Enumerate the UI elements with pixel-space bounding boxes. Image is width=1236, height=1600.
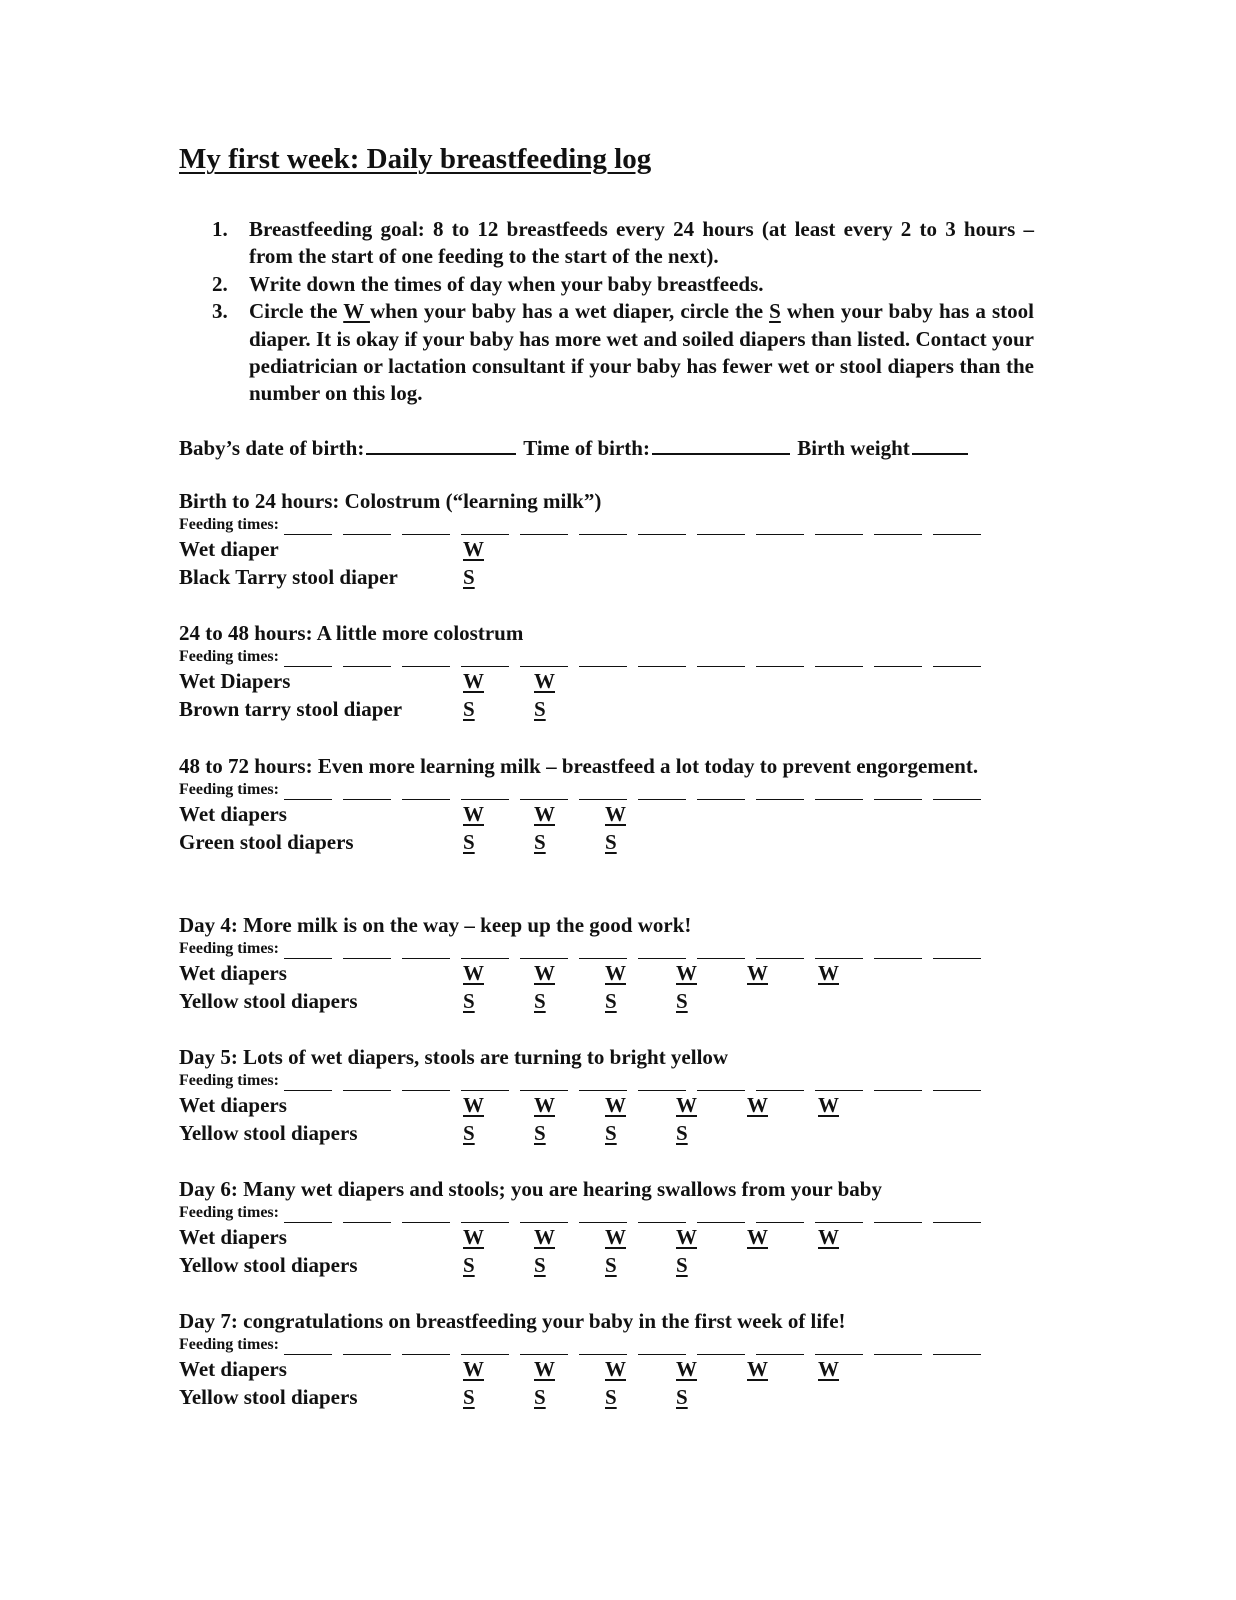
wet-mark[interactable] (534, 800, 605, 828)
stool-mark-text: S (463, 989, 475, 1013)
feeding-time-field[interactable] (579, 1208, 627, 1223)
feeding-time-field[interactable] (638, 785, 686, 800)
wet-mark-text: W (463, 961, 484, 985)
day-section (179, 488, 1034, 591)
wet-mark[interactable] (463, 1091, 534, 1119)
wet-mark[interactable] (534, 1355, 605, 1383)
day-section (179, 1308, 1034, 1411)
stool-mark-text: S (605, 830, 617, 854)
stool-mark-text: S (605, 1121, 617, 1145)
feeding-times-row (179, 1335, 1034, 1355)
stool-diaper-label: Black Tarry stool diaper (179, 565, 398, 589)
wet-mark-text: W (534, 1357, 555, 1381)
stool-mark[interactable] (605, 987, 676, 1015)
feeding-time-field[interactable] (402, 1208, 450, 1223)
feeding-time-field[interactable] (756, 1076, 804, 1091)
feeding-time-field[interactable] (874, 785, 922, 800)
wet-mark[interactable] (605, 1091, 676, 1119)
feeding-time-field[interactable] (520, 785, 568, 800)
wet-mark-text: W (534, 1093, 555, 1117)
day-section (179, 912, 1034, 1015)
wet-mark-text: W (605, 1093, 626, 1117)
wet-diaper-row (179, 959, 1034, 987)
instruction-text-part: when your baby has a stool diaper. It is okay if your baby has more wet and soiled diapers than listed. Contact your pediatrician or lactation consultant if your baby has fewer wet or stool diapers than the number on this log. (249, 299, 1034, 406)
feeding-time-field[interactable] (933, 1076, 981, 1091)
stool-mark-text: S (534, 830, 546, 854)
wet-mark[interactable] (818, 1355, 889, 1383)
feeding-time-field[interactable] (697, 520, 745, 535)
stool-mark-text: S (605, 1253, 617, 1277)
wet-diaper-row (179, 1355, 1034, 1383)
feeding-time-field[interactable] (343, 1340, 391, 1355)
birth-info-line (179, 435, 970, 461)
stool-mark-text: S (463, 1253, 475, 1277)
birth-weight-field[interactable] (912, 435, 968, 455)
feeding-time-field[interactable] (520, 520, 568, 535)
feeding-time-field[interactable] (461, 1076, 509, 1091)
time-of-birth-field[interactable] (652, 435, 790, 455)
feeding-time-field[interactable] (402, 1076, 450, 1091)
wet-mark[interactable] (747, 1091, 818, 1119)
feeding-time-field[interactable] (284, 944, 332, 959)
feeding-time-field[interactable] (815, 944, 863, 959)
feeding-time-field[interactable] (933, 520, 981, 535)
stool-mark-text: S (534, 1253, 546, 1277)
feeding-time-field[interactable] (579, 944, 627, 959)
feeding-time-field[interactable] (461, 1340, 509, 1355)
feeding-time-field[interactable] (874, 1076, 922, 1091)
feeding-time-field[interactable] (756, 944, 804, 959)
feeding-time-field[interactable] (697, 1208, 745, 1223)
feeding-times-label: Feeding times: (179, 648, 279, 665)
wet-mark-text: W (747, 961, 768, 985)
wet-mark[interactable] (747, 1223, 818, 1251)
wet-mark-text: W (534, 1225, 555, 1249)
time-of-birth-label: Time of birth: (523, 436, 650, 460)
feeding-times-row (179, 1203, 1034, 1223)
stool-mark[interactable] (605, 828, 676, 856)
feeding-time-field[interactable] (933, 944, 981, 959)
wet-mark-text: W (818, 1357, 839, 1381)
section-title: Day 7: congratulations on breastfeeding your baby in the first week of life! (179, 1309, 846, 1333)
feeding-time-field[interactable] (343, 944, 391, 959)
wet-mark-text: W (463, 537, 484, 561)
wet-mark-text: W (818, 961, 839, 985)
feeding-time-field[interactable] (343, 785, 391, 800)
feeding-time-field[interactable] (756, 1340, 804, 1355)
wet-mark-text: W (534, 669, 555, 693)
stool-diaper-label: Yellow stool diapers (179, 1121, 358, 1145)
feeding-time-field[interactable] (697, 944, 745, 959)
wet-mark-text: W (463, 1093, 484, 1117)
stool-diaper-row (179, 563, 1034, 591)
feeding-time-field[interactable] (756, 785, 804, 800)
wet-diaper-row (179, 667, 1034, 695)
wet-mark-text: W (676, 1357, 697, 1381)
feeding-time-field[interactable] (933, 1340, 981, 1355)
stool-mark-text: S (534, 989, 546, 1013)
instruction-number: 2. (212, 271, 228, 296)
feeding-time-field[interactable] (756, 520, 804, 535)
stool-diaper-row (179, 987, 1034, 1015)
feeding-time-field[interactable] (874, 1208, 922, 1223)
feeding-time-field[interactable] (638, 1340, 686, 1355)
feeding-time-field[interactable] (815, 785, 863, 800)
feeding-time-field[interactable] (402, 944, 450, 959)
wet-diaper-label: Wet diaper (179, 537, 279, 561)
day-section (179, 753, 1034, 856)
wet-mark-text: W (605, 961, 626, 985)
feeding-time-field[interactable] (756, 652, 804, 667)
feeding-times-row (179, 780, 1034, 800)
feeding-time-field[interactable] (343, 1208, 391, 1223)
instructions-list (212, 216, 1034, 408)
feeding-times-row (179, 647, 1034, 667)
instruction-text: Write down the times of day when your baby breastfeeds. (249, 271, 764, 296)
feeding-time-field[interactable] (815, 1208, 863, 1223)
wet-mark[interactable] (463, 535, 534, 563)
wet-diaper-label: Wet diapers (179, 1357, 287, 1381)
feeding-times-label: Feeding times: (179, 516, 279, 533)
feeding-times-label: Feeding times: (179, 940, 279, 957)
wet-diaper-row (179, 1091, 1034, 1119)
wet-mark[interactable] (818, 1223, 889, 1251)
feeding-time-field[interactable] (697, 785, 745, 800)
wet-diaper-label: Wet diapers (179, 802, 287, 826)
section-title: Day 6: Many wet diapers and stools; you are hearing swallows from your baby (179, 1177, 882, 1201)
feeding-time-field[interactable] (874, 652, 922, 667)
stool-mark-text: S (463, 565, 475, 589)
feeding-time-field[interactable] (638, 652, 686, 667)
feeding-time-field[interactable] (638, 1076, 686, 1091)
feeding-time-field[interactable] (284, 520, 332, 535)
stool-mark-text: S (463, 697, 475, 721)
wet-diaper-row (179, 800, 1034, 828)
feeding-time-field[interactable] (402, 520, 450, 535)
feeding-time-field[interactable] (402, 785, 450, 800)
feeding-times-label: Feeding times: (179, 1204, 279, 1221)
instruction-item (212, 216, 1034, 271)
wet-mark[interactable] (676, 1091, 747, 1119)
feeding-times-label: Feeding times: (179, 1336, 279, 1353)
dob-field[interactable] (366, 435, 516, 455)
stool-mark[interactable] (534, 1251, 605, 1279)
birth-weight-label: Birth weight (797, 436, 910, 460)
feeding-time-field[interactable] (874, 944, 922, 959)
feeding-time-field[interactable] (461, 944, 509, 959)
page-title: My first week: Daily breastfeeding log (179, 143, 652, 175)
stool-mark-text: S (676, 1253, 688, 1277)
wet-mark[interactable] (534, 1223, 605, 1251)
feeding-time-field[interactable] (874, 1340, 922, 1355)
stool-mark[interactable] (676, 1119, 747, 1147)
feeding-time-field[interactable] (284, 652, 332, 667)
instruction-text (249, 298, 1034, 408)
feeding-time-field[interactable] (756, 1208, 804, 1223)
wet-mark-text: W (605, 1225, 626, 1249)
wet-mark-text: W (747, 1225, 768, 1249)
dob-label: Baby’s date of birth: (179, 436, 365, 460)
feeding-time-field[interactable] (284, 1340, 332, 1355)
wet-mark[interactable] (676, 959, 747, 987)
section-title: Day 4: More milk is on the way – keep up the good work! (179, 913, 692, 937)
feeding-time-field[interactable] (284, 1076, 332, 1091)
wet-mark[interactable] (818, 1091, 889, 1119)
wet-mark[interactable] (747, 1355, 818, 1383)
wet-diaper-label: Wet Diapers (179, 669, 291, 693)
wet-mark[interactable] (463, 667, 534, 695)
stool-mark[interactable] (534, 1119, 605, 1147)
feeding-time-field[interactable] (520, 1208, 568, 1223)
stool-diaper-label: Brown tarry stool diaper (179, 697, 403, 721)
instruction-number: 1. (212, 217, 228, 241)
stool-mark[interactable] (534, 1383, 605, 1411)
section-title: Birth to 24 hours: Colostrum (“learning milk”) (179, 489, 602, 513)
feeding-time-field[interactable] (874, 520, 922, 535)
instruction-text: Breastfeeding goal: 8 to 12 breastfeeds every 24 hours (at least every 2 to 3 hours – from the start of one feeding to the start of the next). (249, 217, 1034, 269)
feeding-time-field[interactable] (638, 944, 686, 959)
instruction-text-part: Circle the (249, 299, 344, 324)
feeding-time-field[interactable] (697, 1076, 745, 1091)
day-section (179, 1176, 1034, 1279)
wet-mark[interactable] (605, 1223, 676, 1251)
stool-mark[interactable] (676, 1383, 747, 1411)
stool-mark-text: S (676, 1385, 688, 1409)
feeding-time-field[interactable] (933, 652, 981, 667)
feeding-time-field[interactable] (461, 652, 509, 667)
stool-mark-text: S (463, 830, 475, 854)
stool-diaper-row (179, 828, 1034, 856)
stool-diaper-row (179, 1119, 1034, 1147)
instruction-number: 3. (212, 299, 228, 324)
stool-mark[interactable] (605, 1383, 676, 1411)
section-title: 24 to 48 hours: A little more colostrum (179, 621, 524, 645)
feeding-time-field[interactable] (579, 652, 627, 667)
wet-mark[interactable] (747, 959, 818, 987)
wet-mark[interactable] (463, 1223, 534, 1251)
feeding-time-field[interactable] (343, 1076, 391, 1091)
stool-mark[interactable] (676, 987, 747, 1015)
wet-mark-text: W (818, 1093, 839, 1117)
feeding-time-field[interactable] (520, 1076, 568, 1091)
stool-mark[interactable] (463, 1251, 534, 1279)
wet-diaper-row (179, 1223, 1034, 1251)
stool-mark-text: S (534, 1121, 546, 1145)
wet-mark-text: W (605, 802, 626, 826)
stool-mark[interactable] (534, 987, 605, 1015)
feeding-time-field[interactable] (815, 520, 863, 535)
wet-mark-example: W (343, 299, 370, 324)
stool-mark-example: S (769, 299, 781, 324)
wet-mark[interactable] (676, 1223, 747, 1251)
wet-mark[interactable] (534, 667, 605, 695)
feeding-time-field[interactable] (461, 520, 509, 535)
stool-diaper-label: Yellow stool diapers (179, 1385, 358, 1409)
feeding-time-field[interactable] (402, 1340, 450, 1355)
feeding-times-row (179, 515, 1034, 535)
stool-mark[interactable] (676, 1251, 747, 1279)
stool-mark[interactable] (534, 695, 605, 723)
stool-mark-text: S (463, 1385, 475, 1409)
feeding-time-field[interactable] (461, 785, 509, 800)
day-section (179, 620, 1034, 723)
wet-diaper-label: Wet diapers (179, 1225, 287, 1249)
wet-mark-text: W (747, 1357, 768, 1381)
wet-mark-text: W (463, 1357, 484, 1381)
wet-mark[interactable] (463, 959, 534, 987)
feeding-time-field[interactable] (343, 652, 391, 667)
feeding-time-field[interactable] (461, 1208, 509, 1223)
stool-mark[interactable] (605, 1119, 676, 1147)
feeding-time-field[interactable] (579, 1340, 627, 1355)
feeding-time-field[interactable] (520, 944, 568, 959)
wet-mark-text: W (676, 961, 697, 985)
instruction-item (212, 271, 1034, 298)
stool-mark[interactable] (463, 1119, 534, 1147)
feeding-time-field[interactable] (933, 1208, 981, 1223)
wet-diaper-row (179, 535, 1034, 563)
stool-mark-text: S (676, 1121, 688, 1145)
stool-diaper-row (179, 695, 1034, 723)
stool-mark-text: S (463, 1121, 475, 1145)
feeding-time-field[interactable] (402, 652, 450, 667)
stool-diaper-row (179, 1251, 1034, 1279)
wet-mark[interactable] (676, 1355, 747, 1383)
wet-mark-text: W (463, 802, 484, 826)
feeding-time-field[interactable] (933, 785, 981, 800)
wet-mark[interactable] (463, 1355, 534, 1383)
instruction-text-part: when your baby has a wet diaper, circle the (369, 299, 770, 324)
stool-mark[interactable] (463, 1383, 534, 1411)
stool-diaper-label: Green stool diapers (179, 830, 354, 854)
wet-mark-text: W (676, 1093, 697, 1117)
wet-mark-text: W (463, 1225, 484, 1249)
stool-mark[interactable] (463, 563, 534, 591)
stool-mark[interactable] (463, 695, 534, 723)
day-section (179, 1044, 1034, 1147)
instruction-item (212, 298, 1034, 408)
feeding-time-field[interactable] (697, 652, 745, 667)
feeding-time-field[interactable] (579, 520, 627, 535)
wet-mark-text: W (463, 669, 484, 693)
stool-mark[interactable] (463, 987, 534, 1015)
feeding-time-field[interactable] (520, 652, 568, 667)
feeding-times-row (179, 939, 1034, 959)
section-title: Day 5: Lots of wet diapers, stools are turning to bright yellow (179, 1045, 729, 1069)
wet-mark-text: W (747, 1093, 768, 1117)
feeding-times-row (179, 1071, 1034, 1091)
feeding-time-field[interactable] (343, 520, 391, 535)
stool-mark[interactable] (534, 828, 605, 856)
wet-mark[interactable] (605, 800, 676, 828)
wet-mark-text: W (818, 1225, 839, 1249)
stool-mark[interactable] (463, 828, 534, 856)
feeding-time-field[interactable] (579, 1076, 627, 1091)
stool-mark-text: S (676, 989, 688, 1013)
stool-mark[interactable] (605, 1251, 676, 1279)
stool-mark-text: S (605, 1385, 617, 1409)
wet-mark[interactable] (534, 959, 605, 987)
feeding-time-field[interactable] (815, 652, 863, 667)
wet-mark[interactable] (463, 800, 534, 828)
wet-mark[interactable] (605, 959, 676, 987)
feeding-time-field[interactable] (815, 1076, 863, 1091)
feeding-time-field[interactable] (697, 1340, 745, 1355)
feeding-time-field[interactable] (638, 520, 686, 535)
feeding-times-label: Feeding times: (179, 781, 279, 798)
wet-mark[interactable] (605, 1355, 676, 1383)
stool-diaper-label: Yellow stool diapers (179, 989, 358, 1013)
feeding-time-field[interactable] (520, 1340, 568, 1355)
feeding-time-field[interactable] (284, 1208, 332, 1223)
wet-mark-text: W (534, 802, 555, 826)
stool-mark-text: S (534, 697, 546, 721)
wet-mark[interactable] (534, 1091, 605, 1119)
wet-diaper-label: Wet diapers (179, 1093, 287, 1117)
stool-mark-text: S (534, 1385, 546, 1409)
feeding-time-field[interactable] (815, 1340, 863, 1355)
section-title: 48 to 72 hours: Even more learning milk – breastfeed a lot today to prevent engorgement. (179, 754, 979, 778)
feeding-time-field[interactable] (638, 1208, 686, 1223)
wet-mark[interactable] (818, 959, 889, 987)
wet-mark-text: W (605, 1357, 626, 1381)
wet-mark-text: W (676, 1225, 697, 1249)
stool-diaper-label: Yellow stool diapers (179, 1253, 358, 1277)
feeding-times-label: Feeding times: (179, 1072, 279, 1089)
stool-mark-text: S (605, 989, 617, 1013)
wet-diaper-label: Wet diapers (179, 961, 287, 985)
feeding-time-field[interactable] (284, 785, 332, 800)
feeding-time-field[interactable] (579, 785, 627, 800)
wet-mark-text: W (534, 961, 555, 985)
stool-diaper-row (179, 1383, 1034, 1411)
